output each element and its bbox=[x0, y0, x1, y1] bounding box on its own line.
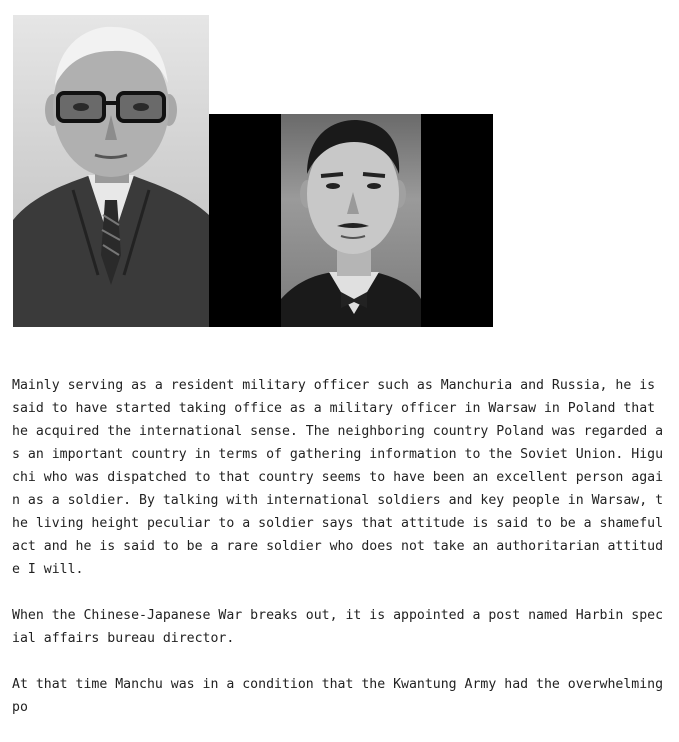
article-body bbox=[12, 374, 668, 742]
photo-area bbox=[0, 0, 679, 340]
paragraph-2: When the Chinese-Japanese War breaks out, it is appointed a post named Harbin special affairs bureau director. bbox=[12, 608, 664, 646]
paragraph-1: Mainly serving as a resident military officer such as Manchuria and Russia, he is said to have started taking office as a military officer in Warsaw in Poland that he acquired the international sense. The neighboring country Poland was regarded as an important country in terms of gathering information to the Soviet Union. Higuchi who was dispatched to that country seems to have been an excellent person again as a soldier. By talking with international soldiers and key people in Warsaw, the living height peculiar to a soldier says that attitude is said to be a shameful act and he is said to be a rare soldier who does not take an authoritarian attitude I will. bbox=[12, 378, 664, 577]
portrait-young-man-drawing bbox=[209, 114, 493, 327]
portrait-young-man-photo bbox=[209, 114, 493, 327]
portrait-elderly-man-photo bbox=[13, 15, 209, 327]
paragraph-3: At that time Manchu was in a condition that the Kwantung Army had the overwhelming po bbox=[12, 677, 664, 715]
portrait-elderly-man-drawing bbox=[13, 15, 209, 327]
